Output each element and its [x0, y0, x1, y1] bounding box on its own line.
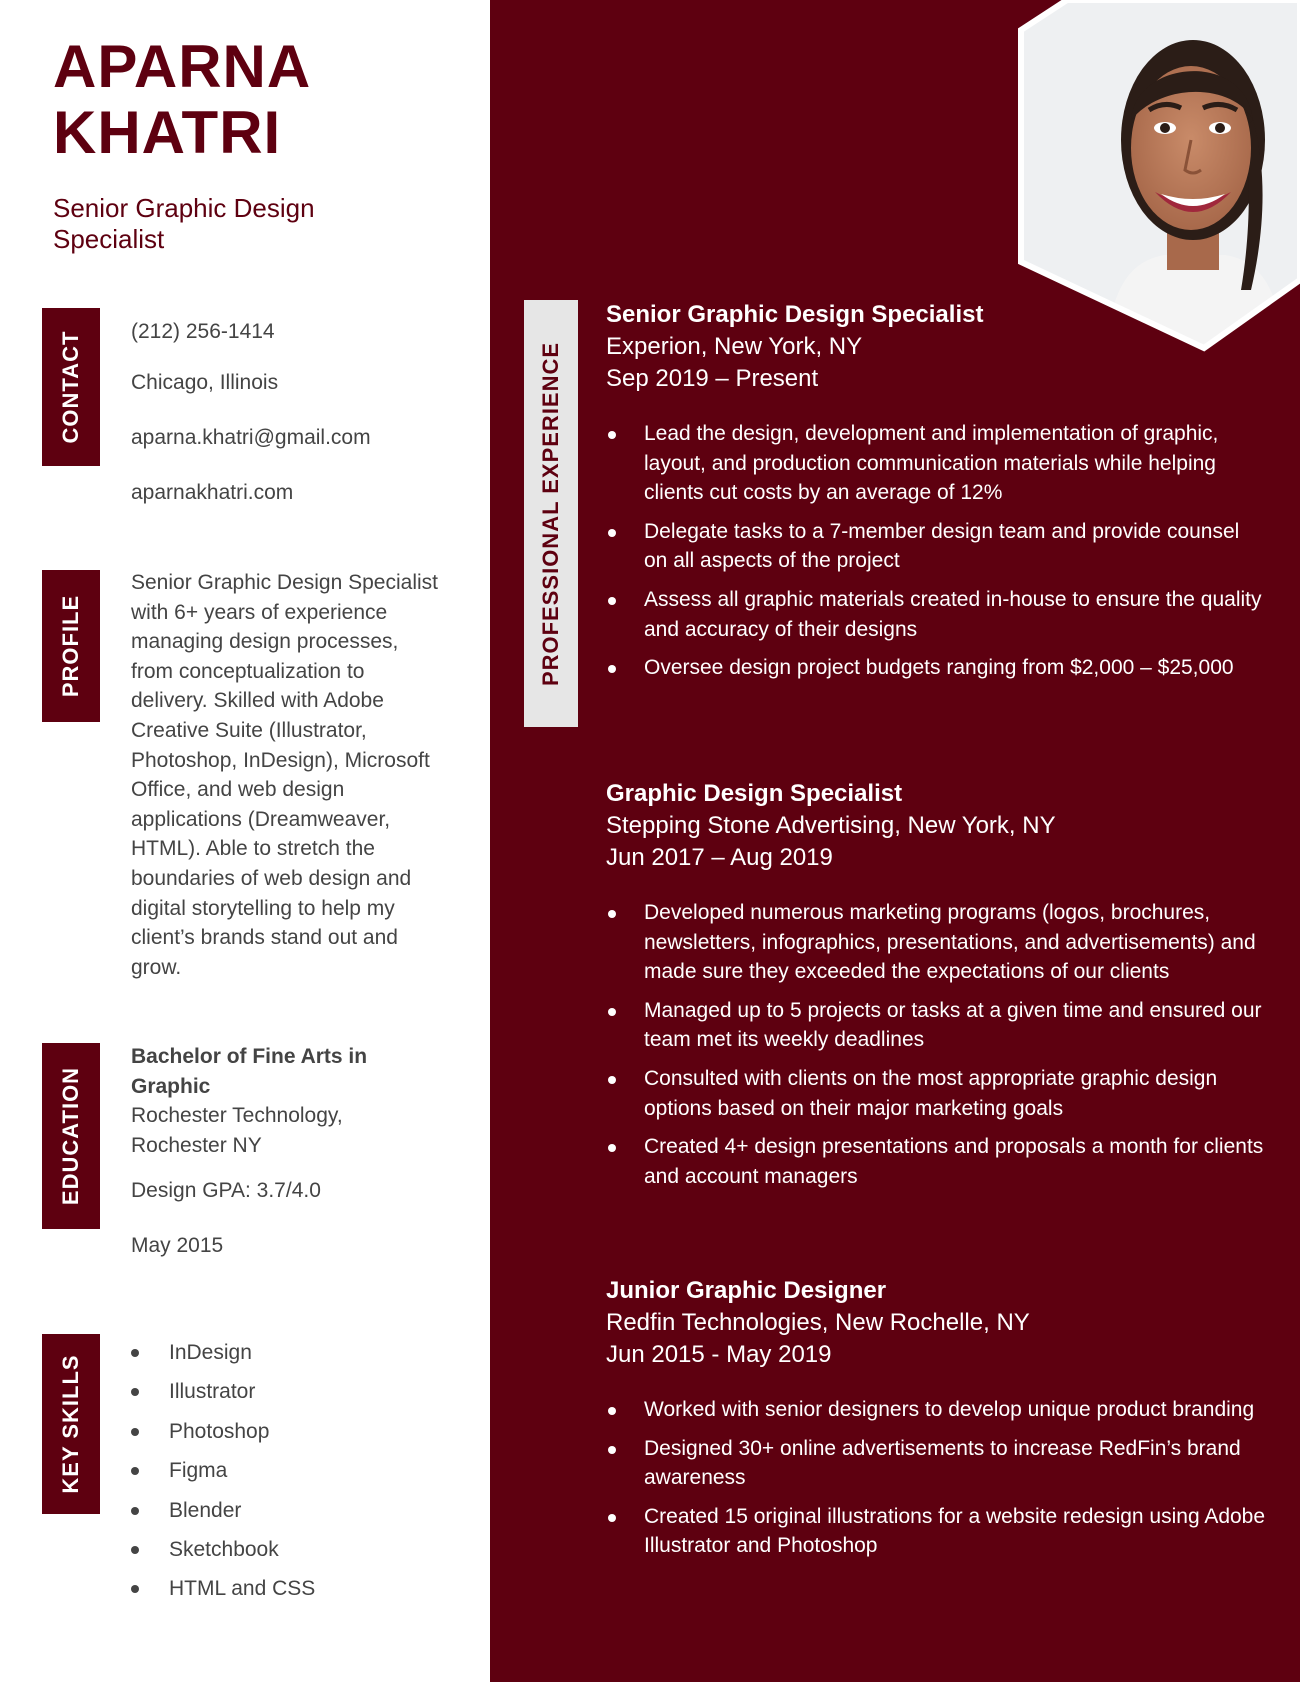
- list-item: [606, 996, 1266, 1055]
- list-item: [131, 1535, 315, 1574]
- profile-label-text: PROFILE: [58, 594, 83, 698]
- skills-label-text: KEY SKILLS: [58, 1354, 83, 1494]
- contact-section-label: [42, 308, 100, 466]
- bullet-icon: [608, 431, 616, 439]
- contact-location: Chicago, Illinois: [131, 371, 279, 394]
- bullet-icon: [131, 1467, 139, 1475]
- education-block: [131, 1042, 441, 1258]
- skill-label: Illustrator: [169, 1380, 256, 1404]
- list-item: [606, 898, 1266, 987]
- bullet-text: Oversee design project budgets ranging from $2,000 – $25,000: [644, 656, 1234, 680]
- bullet-text: Lead the design, development and implementation of graphic, layout, and production communication materials while helping clients cut costs by an average of 12%: [644, 422, 1219, 505]
- profile-section-label: [42, 570, 100, 722]
- list-item: [606, 1434, 1266, 1493]
- skill-label: Figma: [169, 1459, 228, 1483]
- list-item: [606, 585, 1266, 644]
- education-degree: Bachelor of Fine Arts in Graphic: [131, 1045, 368, 1098]
- job-title: Graphic Design Specialist: [606, 780, 903, 807]
- job-bullets: [606, 1395, 1266, 1561]
- bullet-icon: [131, 1388, 139, 1396]
- list-item: [606, 653, 1266, 683]
- bullet-icon: [131, 1585, 139, 1593]
- contact-email[interactable]: aparna.khatri@gmail.com: [131, 426, 371, 449]
- bullet-text: Consulted with clients on the most appropriate graphic design options based on their major marketing goals: [644, 1066, 1218, 1120]
- bullet-icon: [608, 665, 616, 673]
- education-school: Rochester Technology, Rochester NY: [131, 1104, 343, 1157]
- job-company: Redfin Technologies, New Rochelle, NY: [606, 1309, 1030, 1336]
- bullet-icon: [608, 1144, 616, 1152]
- bullet-icon: [131, 1428, 139, 1436]
- job-bullets: [606, 419, 1266, 683]
- bullet-text: Assess all graphic materials created in-house to ensure the quality and accuracy of their designs: [644, 587, 1262, 641]
- list-item: [606, 1064, 1266, 1123]
- bullet-icon: [131, 1507, 139, 1515]
- bullet-icon: [608, 1407, 616, 1415]
- bullet-text: Managed up to 5 projects or tasks at a given time and ensured our team met its weekly deadlines: [644, 998, 1262, 1052]
- list-item: [131, 1456, 315, 1495]
- contact-phone: (212) 256-1414: [131, 320, 275, 343]
- bullet-text: Created 15 original illustrations for a website redesign using Adobe Illustrator and Photoshop: [644, 1504, 1266, 1558]
- bullet-icon: [608, 910, 616, 918]
- job-entry: [606, 777, 1266, 1200]
- skill-label: HTML and CSS: [169, 1577, 316, 1601]
- bullet-icon: [608, 1076, 616, 1084]
- job-company: Experion, New York, NY: [606, 333, 863, 360]
- bullet-text: Created 4+ design presentations and proposals a month for clients and account managers: [644, 1135, 1264, 1188]
- title-line-2: Specialist: [53, 224, 165, 254]
- bullet-icon: [131, 1546, 139, 1554]
- list-item: [131, 1338, 315, 1377]
- job-dates: Jun 2015 - May 2019: [606, 1341, 832, 1368]
- education-section-label: [42, 1043, 100, 1229]
- job-company: Stepping Stone Advertising, New York, NY: [606, 812, 1056, 839]
- list-item: [606, 1395, 1266, 1425]
- bullet-text: Developed numerous marketing programs (logos, brochures, newsletters, infographics, presentations, and advertisements) and made sure they exceeded the expectations of our clients: [644, 901, 1256, 984]
- candidate-title: [53, 193, 383, 255]
- job-dates: Sep 2019 – Present: [606, 365, 819, 392]
- job-title: Junior Graphic Designer: [606, 1277, 887, 1304]
- contact-website[interactable]: aparnakhatri.com: [131, 481, 294, 504]
- list-item: [606, 1132, 1266, 1191]
- skill-label: Blender: [169, 1498, 242, 1522]
- job-bullets: [606, 898, 1266, 1191]
- job-entry: [606, 298, 1266, 692]
- education-label-text: EDUCATION: [58, 1066, 83, 1206]
- title-line-1: Senior Graphic Design: [53, 193, 315, 223]
- bullet-icon: [608, 1008, 616, 1016]
- list-item: [131, 1496, 315, 1535]
- education-gpa: Design GPA: 3.7/4.0: [131, 1179, 321, 1203]
- contact-label-text: CONTACT: [58, 330, 83, 444]
- list-item: [131, 1377, 315, 1416]
- bullet-text: Worked with senior designers to develop unique product branding: [644, 1398, 1255, 1421]
- skills-section-label: [42, 1334, 100, 1514]
- profile-text: Senior Graphic Design Specialist with 6+ years of experience managing design processes, from conceptualization to delivery. Skilled with Adobe Creative Suite (Illustrator, Photoshop, InDesign), Microsoft Office, and web design applications (Dreamweaver, HTML). Able to stretch the boundaries of web design and digital storytelling to help my client’s brands stand out and grow.: [131, 571, 438, 979]
- list-item: [131, 1417, 315, 1456]
- skill-label: InDesign: [169, 1341, 252, 1364]
- bullet-icon: [608, 529, 616, 537]
- experience-label-text: PROFESSIONAL EXPERIENCE: [538, 341, 563, 686]
- bullet-icon: [608, 597, 616, 605]
- name-last: KHATRI: [53, 99, 282, 166]
- job-entry: [606, 1274, 1266, 1570]
- list-item: [606, 1502, 1266, 1561]
- bullet-text: Delegate tasks to a 7-member design team and provide counsel on all aspects of the project: [644, 519, 1240, 573]
- list-item: [606, 517, 1266, 576]
- name-first: APARNA: [53, 33, 312, 100]
- job-title: Senior Graphic Design Specialist: [606, 301, 984, 328]
- experience-section-label: [524, 300, 578, 727]
- list-item: [131, 1574, 315, 1613]
- skills-list: [131, 1338, 315, 1614]
- candidate-name: [53, 34, 311, 166]
- bullet-text: Designed 30+ online advertisements to increase RedFin’s brand awareness: [644, 1436, 1241, 1490]
- list-item: [606, 419, 1266, 508]
- job-dates: Jun 2017 – Aug 2019: [606, 844, 833, 871]
- left-column: [0, 0, 490, 1682]
- bullet-icon: [608, 1514, 616, 1522]
- bullet-icon: [131, 1349, 139, 1357]
- bullet-icon: [608, 1446, 616, 1454]
- education-date: May 2015: [131, 1234, 224, 1258]
- skill-label: Sketchbook: [169, 1537, 279, 1561]
- skill-label: Photoshop: [169, 1419, 270, 1443]
